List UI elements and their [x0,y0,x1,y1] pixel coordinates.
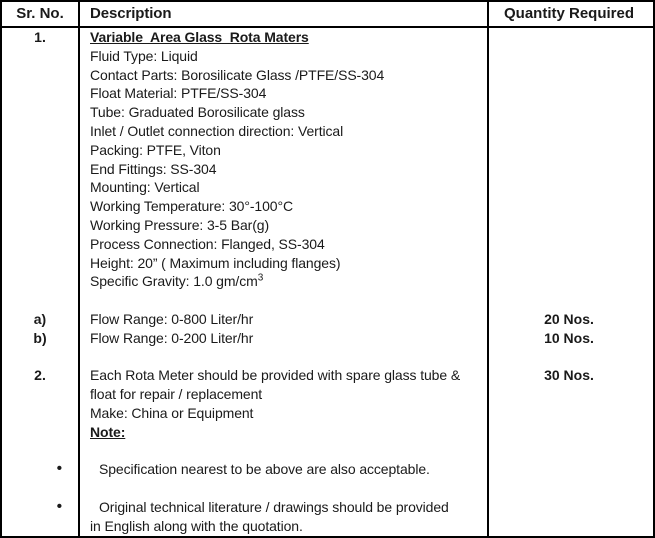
description-cell: Mounting: Vertical [80,178,489,197]
quantity-cell: 10 Nos. [544,329,594,346]
table-row [2,178,653,197]
sr-no-cell [2,178,80,197]
description-cell: Packing: PTFE, Viton [80,141,489,160]
specific-gravity-text: Specific Gravity: 1.0 gm/cm [90,273,258,290]
description-cell: Original technical literature / drawings should be provided [80,498,489,517]
table-row [2,66,653,85]
sr-no-cell [2,423,80,442]
table-row [2,423,653,442]
sr-no-cell [2,385,80,404]
quantity-cell [489,197,649,216]
table-row [2,385,653,404]
quantity-cell [489,178,649,197]
quantity-cell: 20 Nos. [544,310,594,327]
table-row [2,216,653,235]
description-cell: Inlet / Outlet connection direction: Vertical [80,122,489,141]
description-cell: Make: China or Equipment [80,404,489,423]
quantity-cell [489,291,649,310]
quantity-cell [489,141,649,160]
description-cell: Float Material: PTFE/SS-304 [80,84,489,103]
quantity-cell [489,28,649,47]
description-cell: End Fittings: SS-304 [80,160,489,179]
sr-no-cell [2,272,80,291]
description-cell [80,28,489,47]
description-cell [80,423,489,442]
sr-no-cell: b) [2,329,80,348]
description-cell [80,291,489,310]
sr-no-cell: a) [2,310,80,329]
table-row [2,366,653,385]
sr-no-cell [2,47,80,66]
quantity-cell [489,479,649,498]
sr-no-cell [2,404,80,423]
description-cell: Flow Range: 0-800 Liter/hr [80,310,489,329]
sr-no-cell [2,103,80,122]
sr-no-cell [2,442,80,461]
table-row [2,348,653,367]
description-cell: Working Temperature: 30°-100°C [80,197,489,216]
sr-no-cell [2,197,80,216]
sr-no-cell: 1. [2,28,80,47]
table-row [2,291,653,310]
table-row [2,404,653,423]
sr-no-cell [2,160,80,179]
table-row [2,160,653,179]
table-row [2,460,653,479]
description-cell: float for repair / replacement [80,385,489,404]
quantity-cell [489,254,649,273]
description-cell: in English along with the quotation. [80,517,489,536]
quantity-cell [489,122,649,141]
sr-no-cell [2,235,80,254]
table-row [2,197,653,216]
sr-no-cell [2,479,80,498]
table-row [2,479,653,498]
sr-no-cell [2,122,80,141]
quantity-cell [489,517,649,536]
superscript: 3 [257,272,264,284]
sr-no-cell [2,517,80,536]
description-cell: Working Pressure: 3-5 Bar(g) [80,216,489,235]
description-cell: Specification nearest to be above are also acceptable. [80,460,489,479]
quantity-cell: 30 Nos. [544,367,594,384]
table-row [2,84,653,103]
description-cell: Contact Parts: Borosilicate Glass /PTFE/SS-304 [80,66,489,85]
quantity-cell [489,385,649,404]
header-row [2,2,653,28]
table-row [2,47,653,66]
sr-no-cell [2,66,80,85]
quantity-cell [489,103,649,122]
bullet-icon: • [2,460,80,479]
quantity-cell [489,348,649,367]
table-row [2,103,653,122]
quantity-cell [489,442,649,461]
quantity-cell [489,272,649,291]
quantity-cell [489,423,649,442]
note-label: Note: [90,423,126,440]
description-cell: Process Connection: Flanged, SS-304 [80,235,489,254]
table-row [2,141,653,160]
sr-no-cell [2,254,80,273]
quantity-cell [489,235,649,254]
quantity-cell [489,404,649,423]
description-cell: Fluid Type: Liquid [80,47,489,66]
quantity-cell [489,160,649,179]
table-row [2,235,653,254]
description-cell: Each Rota Meter should be provided with spare glass tube & [80,366,489,385]
sr-no-cell [2,348,80,367]
sr-no-cell: 2. [2,366,80,385]
quantity-cell [489,84,649,103]
column-header-description: Description [80,2,489,26]
table-row [2,254,653,273]
description-cell: Tube: Graduated Borosilicate glass [80,103,489,122]
column-header-quantity: Quantity Required [503,5,634,22]
table-row [2,517,653,536]
description-cell [80,272,489,291]
quantity-cell [489,66,649,85]
section-title: Variable Area Glass Rota Maters [90,29,309,45]
sr-no-cell [2,141,80,160]
table-row [2,329,653,348]
quantity-cell [489,460,649,479]
bullet-icon: • [2,498,80,517]
description-cell: Height: 20” ( Maximum including flanges) [80,254,489,273]
table-row [2,28,653,47]
column-header-sr-no: Sr. No. [2,2,80,26]
table-row [2,272,653,291]
sr-no-cell [2,84,80,103]
quantity-cell [489,47,649,66]
description-cell [80,479,489,498]
quantity-cell [489,498,649,517]
table-row [2,310,653,329]
sr-no-cell [2,291,80,310]
description-cell [80,348,489,367]
table-row [2,498,653,517]
sr-no-cell [2,216,80,235]
table-row [2,442,653,461]
table-row [2,122,653,141]
description-cell [80,442,489,461]
description-cell: Flow Range: 0-200 Liter/hr [80,329,489,348]
quantity-cell [489,216,649,235]
